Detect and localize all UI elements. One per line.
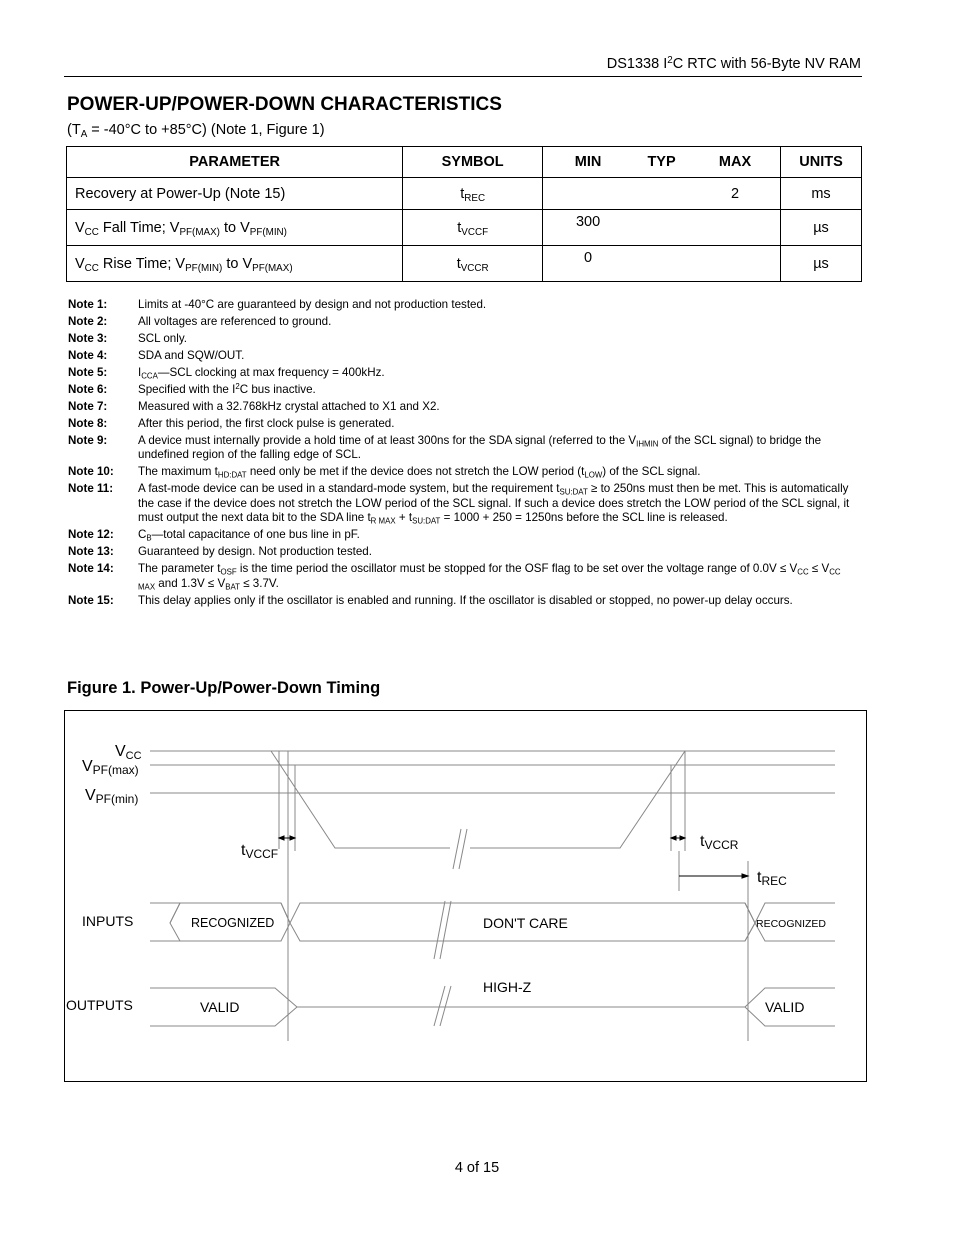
section-conditions: ($T_A = -40^\circ C$ to +85°C) (Note 1, Figure 1) bbox=[67, 122, 325, 140]
list-item bbox=[68, 434, 858, 463]
list-item bbox=[68, 349, 858, 363]
section-title: POWER-UP/POWER-DOWN CHARACTERISTICS bbox=[67, 94, 502, 115]
notes-list bbox=[68, 298, 858, 611]
note-text: Guaranteed by design. Not production tested. bbox=[138, 545, 372, 559]
note-text: This delay applies only if the oscillator is enabled and running. If the oscillator is disabled or stopped, no power-up delay occurs. bbox=[138, 593, 793, 607]
label-recognized-left: RECOGNIZED bbox=[191, 916, 275, 930]
label-outputs: OUTPUTS bbox=[66, 997, 133, 1013]
list-item bbox=[68, 366, 858, 380]
note-text: The maximum $t_{HD:DAT}$ need only be met if the device does not stretch the LOW period $(t_{LOW})$ of the SCL signal. bbox=[138, 465, 701, 480]
measure-arrows bbox=[279, 836, 748, 878]
break-marks bbox=[434, 829, 467, 1026]
header-units: UNITS bbox=[781, 147, 862, 178]
row-max bbox=[700, 214, 770, 230]
header-min-typ-max bbox=[543, 147, 781, 178]
row-typ bbox=[627, 250, 697, 266]
row-typ bbox=[627, 214, 697, 230]
timing-markers bbox=[279, 751, 748, 1041]
list-item bbox=[68, 315, 858, 329]
list-item bbox=[68, 332, 858, 346]
row-symbol: $t_{VCCF}$ bbox=[403, 210, 543, 246]
grid-lines bbox=[150, 751, 835, 793]
note-label: Note 2: bbox=[68, 315, 108, 328]
label-vpf-max: VPF(max) bbox=[82, 758, 139, 777]
row-min: 0 bbox=[584, 250, 593, 266]
note-label: Note 14: bbox=[68, 562, 114, 576]
row-min: 300 bbox=[575, 214, 601, 230]
note-label: Note 1: bbox=[68, 298, 108, 311]
list-item bbox=[68, 298, 858, 312]
note-label: Note 5: bbox=[68, 366, 108, 379]
note-text: $C_B—total$ capacitance of one bus line in pF. bbox=[138, 528, 360, 543]
row-parameter: $V_{CC}$ Rise Time; $V_{PF(MIN)}$ to $V_{PF(MAX)}$ bbox=[67, 246, 403, 282]
figure-title: Figure 1. Power-Up/Power-Down Timing bbox=[67, 679, 381, 697]
vcc-falling-edge bbox=[150, 751, 450, 848]
row-values bbox=[543, 178, 781, 210]
characteristics-table bbox=[66, 146, 862, 282]
header-typ: TYP bbox=[647, 154, 676, 170]
table-header-row bbox=[67, 147, 862, 178]
note-label: Note 9: bbox=[68, 434, 108, 447]
note-text: SDA and SQW/OUT. bbox=[138, 349, 245, 362]
table-row bbox=[67, 210, 862, 246]
note-text: Specified with the $I^2C$ bus inactive. bbox=[138, 382, 316, 396]
timing-diagram-svg bbox=[65, 711, 866, 1081]
note-text: After this period, the first clock pulse is generated. bbox=[138, 417, 395, 430]
table-row bbox=[67, 246, 862, 282]
label-vcc: VCC bbox=[115, 743, 142, 762]
label-inputs: INPUTS bbox=[82, 913, 134, 929]
list-item bbox=[68, 383, 858, 397]
list-item bbox=[68, 465, 858, 479]
label-valid-right: VALID bbox=[765, 999, 805, 1015]
label-dont-care: DON'T CARE bbox=[483, 915, 568, 931]
note-label: Note 13: bbox=[68, 545, 114, 559]
list-item bbox=[68, 562, 858, 591]
row-min bbox=[553, 186, 623, 202]
label-tvccf: tVCCF bbox=[241, 842, 279, 861]
note-text: Measured with a 32.768kHz crystal attached to X1 and X2. bbox=[138, 400, 440, 413]
note-text: $I_{CCA}—SCL$ clocking at max frequency = 400kHz. bbox=[138, 366, 385, 381]
note-text: A fast-mode device can be used in a standard-mode system, but the requirement $t_{SU:DAT}$ ≥ to 250ns must then be met. This is automatically the case if the device does not stretch the LOW period of the SCL signal. If such a device does stretch the LOW period of the SCL signal, it must output the next data bit to the SDA line $t_{R MAX} + t_{SU:DAT} = 1000 + 250 = 1250ns$ before the SCL line is released. bbox=[138, 482, 850, 526]
note-label: Note 11: bbox=[68, 482, 114, 496]
table-row bbox=[67, 178, 862, 210]
row-max bbox=[700, 250, 770, 266]
note-text: All voltages are referenced to ground. bbox=[138, 315, 332, 328]
note-text: The parameter $t_{OSF}$ is the time period the oscillator must be stopped for the OSF flag to be set over the voltage range of $0.0V \le V_{CC} \le V_{CC MAX}$ and $1.3V \le V_{BAT} \le 3.7V$. bbox=[138, 562, 841, 591]
vcc-rising-edge bbox=[470, 751, 835, 848]
note-label: Note 3: bbox=[68, 332, 108, 345]
row-parameter: Recovery at Power-Up (Note 15) bbox=[67, 178, 403, 210]
header-rule bbox=[64, 76, 862, 77]
row-symbol: $t_{VCCR}$ bbox=[403, 246, 543, 282]
note-text: A device must internally provide a hold time of at least 300ns for the SDA signal (referred to the $V_{IHMIN}$ of the SCL signal) to bridge the undefined region of the falling edge of SCL. bbox=[138, 434, 822, 462]
header-min: MIN bbox=[574, 154, 602, 170]
list-item bbox=[68, 528, 858, 542]
row-parameter: $V_{CC}$ Fall Time; $V_{PF(MAX)}$ to $V_{PF(MIN)}$ bbox=[67, 210, 403, 246]
note-label: Note 4: bbox=[68, 349, 108, 362]
row-units: µs bbox=[781, 246, 862, 282]
header-parameter: PARAMETER bbox=[67, 147, 403, 178]
row-typ bbox=[627, 186, 697, 202]
label-valid-left: VALID bbox=[200, 999, 240, 1015]
note-label: Note 15: bbox=[68, 593, 114, 607]
header-symbol: SYMBOL bbox=[403, 147, 543, 178]
label-high-z: HIGH-Z bbox=[483, 979, 532, 995]
row-values bbox=[543, 210, 781, 246]
document-header-title: DS1338 $I^2C$ RTC with 56-Byte NV RAM bbox=[606, 55, 861, 72]
note-label: Note 6: bbox=[68, 383, 108, 396]
list-item bbox=[68, 545, 858, 559]
list-item bbox=[68, 482, 858, 525]
page-number: 4 of 15 bbox=[454, 1160, 500, 1176]
list-item bbox=[68, 594, 858, 608]
label-recognized-right: RECOGNIZED bbox=[756, 918, 827, 930]
label-vpf-min: VPF(min) bbox=[85, 787, 139, 806]
row-units: ms bbox=[781, 178, 862, 210]
note-text: SCL only. bbox=[138, 332, 187, 345]
note-label: Note 7: bbox=[68, 400, 108, 413]
note-label: Note 10: bbox=[68, 465, 114, 479]
row-symbol: $t_{REC}$ bbox=[403, 178, 543, 210]
row-max: 2 bbox=[730, 185, 740, 202]
note-label: Note 8: bbox=[68, 417, 108, 430]
timing-diagram bbox=[64, 710, 867, 1082]
label-tvccr: tVCCR bbox=[700, 833, 739, 852]
label-trec: tREC bbox=[757, 869, 787, 888]
row-values bbox=[543, 246, 781, 282]
list-item bbox=[68, 400, 858, 414]
header-max: MAX bbox=[718, 154, 752, 170]
note-label: Note 12: bbox=[68, 528, 114, 542]
list-item bbox=[68, 417, 858, 431]
note-text: Limits at -40°C are guaranteed by design and not production tested. bbox=[138, 298, 487, 311]
row-units: µs bbox=[781, 210, 862, 246]
